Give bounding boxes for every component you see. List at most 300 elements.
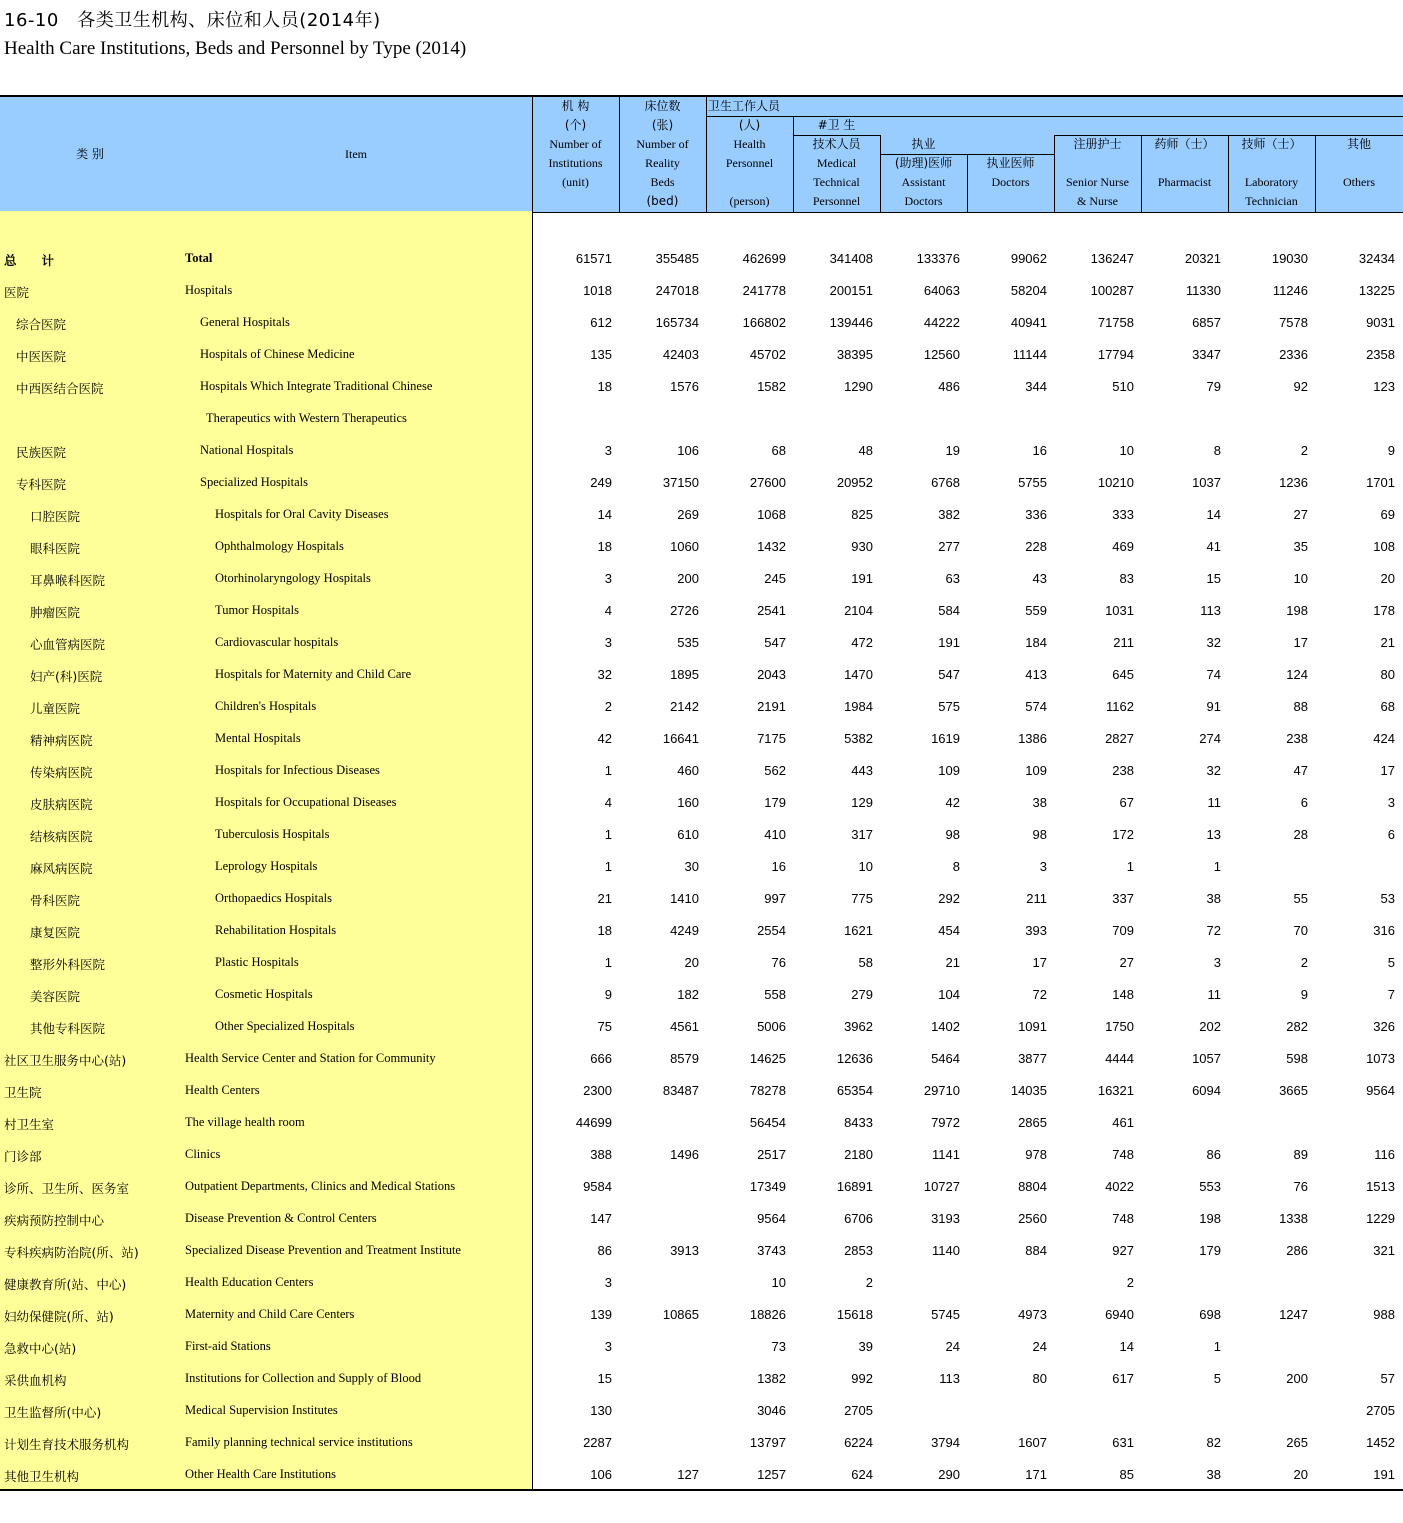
table-row <box>0 467 1403 499</box>
cell-value: 988 <box>1373 1307 1395 1322</box>
cell-value: 19 <box>945 443 960 458</box>
table-row <box>0 659 1403 691</box>
cell-value: 6224 <box>844 1435 873 1450</box>
cell-value: 1236 <box>1279 475 1308 490</box>
cell-value: 2358 <box>1366 347 1395 362</box>
cell-value: 3913 <box>670 1243 699 1258</box>
cell-value: 72 <box>1032 987 1047 1002</box>
header-pharmacist: 药师（士） Pharmacist <box>1154 137 1215 189</box>
cell-value: 992 <box>851 1371 873 1386</box>
row-label-cn: 诊所、卫生所、医务室 <box>4 1181 130 1196</box>
cell-value: 16 <box>1032 443 1047 458</box>
cell-value: 413 <box>1025 667 1047 682</box>
cell-value: 106 <box>590 1467 612 1482</box>
cell-value: 35 <box>1293 539 1308 554</box>
cell-value: 1750 <box>1105 1019 1134 1034</box>
cell-value: 238 <box>1286 731 1308 746</box>
cell-value: 547 <box>938 667 960 682</box>
cell-value: 1619 <box>931 731 960 746</box>
table-row <box>0 307 1403 339</box>
cell-value: 18 <box>597 379 612 394</box>
row-label-cn: 采供血机构 <box>4 1373 67 1388</box>
cell-value: 2541 <box>757 603 786 618</box>
row-label-en: Cosmetic Hospitals <box>215 987 313 1001</box>
cell-value: 3 <box>604 635 612 650</box>
row-label-en: Otorhinolaryngology Hospitals <box>215 571 371 585</box>
cell-value: 83487 <box>662 1083 699 1098</box>
cell-value: 166802 <box>742 315 786 330</box>
table-row <box>0 755 1403 787</box>
row-label-cn: 卫生监督所(中心) <box>4 1405 102 1420</box>
cell-value: 13225 <box>1358 283 1395 298</box>
cell-value: 7 <box>1387 987 1395 1002</box>
cell-value: 277 <box>938 539 960 554</box>
cell-value: 44699 <box>575 1115 612 1130</box>
cell-value: 9 <box>1387 443 1395 458</box>
cell-value: 63 <box>945 571 960 586</box>
cell-value: 4444 <box>1105 1051 1134 1066</box>
table-row <box>0 1331 1403 1363</box>
cell-value: 3 <box>1387 795 1395 810</box>
cell-value: 460 <box>677 763 699 778</box>
cell-value: 3877 <box>1018 1051 1047 1066</box>
cell-value: 67 <box>1119 795 1134 810</box>
cell-value: 5755 <box>1018 475 1047 490</box>
cell-value: 32434 <box>1358 251 1395 266</box>
cell-value: 182 <box>677 987 699 1002</box>
row-label-en: Hospitals for Infectious Diseases <box>215 763 380 777</box>
cell-value: 574 <box>1025 699 1047 714</box>
cell-value: 99062 <box>1010 251 1047 266</box>
cell-value: 11 <box>1207 795 1221 810</box>
cell-value: 382 <box>938 507 960 522</box>
row-label-cn: 精神病医院 <box>30 733 93 748</box>
cell-value: 32 <box>1206 635 1221 650</box>
cell-value: 553 <box>1199 1179 1221 1194</box>
cell-value: 1452 <box>1366 1435 1395 1450</box>
row-label-cn: 医院 <box>4 285 30 300</box>
row-label-en: Specialized Disease Prevention and Treatment Institute <box>185 1243 461 1257</box>
cell-value: 10 <box>858 859 873 874</box>
cell-value: 510 <box>1112 379 1134 394</box>
cell-value: 179 <box>1199 1243 1221 1258</box>
cell-value: 3962 <box>844 1019 873 1034</box>
cell-value: 11144 <box>1012 347 1047 362</box>
cell-value: 269 <box>677 507 699 522</box>
cell-value: 172 <box>1112 827 1134 842</box>
cell-value: 443 <box>851 763 873 778</box>
cell-value: 191 <box>938 635 960 650</box>
cell-value: 9 <box>1300 987 1308 1002</box>
header-doctors: 执业医师 Doctors <box>986 156 1035 189</box>
row-label-cn: 卫生院 <box>4 1085 42 1100</box>
cell-value: 15618 <box>836 1307 873 1322</box>
cell-value: 98 <box>945 827 960 842</box>
cell-value: 4561 <box>670 1019 699 1034</box>
cell-value: 341408 <box>829 251 873 266</box>
row-label-cn: 心血管病医院 <box>30 637 106 652</box>
table-row <box>0 1043 1403 1075</box>
cell-value: 2517 <box>757 1147 786 1162</box>
cell-value: 1984 <box>844 699 873 714</box>
cell-value: 344 <box>1025 379 1047 394</box>
cell-value: 14 <box>1206 507 1221 522</box>
row-label-en: Cardiovascular hospitals <box>215 635 339 649</box>
cell-value: 20 <box>1293 1467 1308 1482</box>
cell-value: 612 <box>590 315 612 330</box>
cell-value: 748 <box>1112 1211 1134 1226</box>
table-row <box>0 723 1403 755</box>
cell-value: 1582 <box>757 379 786 394</box>
cell-value: 547 <box>764 635 786 650</box>
cell-value: 462699 <box>742 251 786 266</box>
cell-value: 2560 <box>1018 1211 1047 1226</box>
cell-value: 1402 <box>931 1019 960 1034</box>
cell-value: 42403 <box>662 347 699 362</box>
table-row <box>0 1459 1403 1491</box>
table-row <box>0 787 1403 819</box>
cell-value: 2104 <box>844 603 873 618</box>
cell-value: 10210 <box>1097 475 1134 490</box>
row-label-en: Children's Hospitals <box>215 699 317 713</box>
cell-value: 160 <box>677 795 699 810</box>
cell-value: 410 <box>764 827 786 842</box>
cell-value: 927 <box>1112 1243 1134 1258</box>
cell-value: 6940 <box>1105 1307 1134 1322</box>
cell-value: 2827 <box>1105 731 1134 746</box>
row-label-en: Clinics <box>185 1147 221 1161</box>
cell-value: 80 <box>1032 1371 1047 1386</box>
table-row <box>0 1203 1403 1235</box>
cell-value: 4022 <box>1105 1179 1134 1194</box>
row-label-cn: 健康教育所(站、中心) <box>4 1277 127 1292</box>
cell-value: 424 <box>1373 731 1395 746</box>
cell-value: 171 <box>1025 1467 1047 1482</box>
cell-value: 698 <box>1199 1307 1221 1322</box>
cell-value: 559 <box>1025 603 1047 618</box>
row-label-en: Leprology Hospitals <box>215 859 318 873</box>
cell-value: 179 <box>764 795 786 810</box>
cell-value: 228 <box>1025 539 1047 554</box>
cell-value: 4249 <box>670 923 699 938</box>
cell-value: 584 <box>938 603 960 618</box>
table-row <box>0 691 1403 723</box>
header-category-cn: 类 别 <box>76 147 104 161</box>
cell-value: 274 <box>1199 731 1221 746</box>
cell-value: 558 <box>764 987 786 1002</box>
cell-value: 617 <box>1112 1371 1134 1386</box>
cell-value: 20952 <box>836 475 873 490</box>
cell-value: 748 <box>1112 1147 1134 1162</box>
row-label-en: General Hospitals <box>200 315 290 329</box>
cell-value: 3347 <box>1192 347 1221 362</box>
row-label-cn: 民族医院 <box>16 445 67 460</box>
cell-value: 316 <box>1373 923 1395 938</box>
header-personnel: (人) Health Personnel (person) <box>725 118 774 208</box>
cell-value: 1338 <box>1279 1211 1308 1226</box>
cell-value: 1073 <box>1366 1051 1395 1066</box>
cell-value: 18826 <box>749 1307 786 1322</box>
cell-value: 20 <box>684 955 699 970</box>
cell-value: 1432 <box>757 539 786 554</box>
cell-value: 200 <box>677 571 699 586</box>
row-label-en: Disease Prevention & Control Centers <box>185 1211 377 1225</box>
row-label-cn: 计划生育技术服务机构 <box>4 1437 130 1452</box>
row-label-en: Health Centers <box>185 1083 260 1097</box>
cell-value: 17 <box>1032 955 1047 970</box>
cell-value: 2191 <box>757 699 786 714</box>
cell-value: 64063 <box>923 283 960 298</box>
cell-value: 42 <box>597 731 612 746</box>
row-label-en: Hospitals Which Integrate Traditional Chinese <box>200 379 433 393</box>
cell-value: 1141 <box>932 1147 960 1162</box>
cell-value: 245 <box>764 571 786 586</box>
cell-value: 4 <box>604 603 612 618</box>
cell-value: 562 <box>764 763 786 778</box>
cell-value: 47 <box>1293 763 1308 778</box>
cell-value: 290 <box>938 1467 960 1482</box>
cell-value: 282 <box>1286 1019 1308 1034</box>
cell-value: 15 <box>597 1371 612 1386</box>
row-label-en: Maternity and Child Care Centers <box>185 1307 355 1321</box>
row-label-en: Outpatient Departments, Clinics and Medical Stations <box>185 1179 456 1193</box>
cell-value: 1247 <box>1279 1307 1308 1322</box>
cell-value: 136247 <box>1090 251 1134 266</box>
cell-value: 86 <box>597 1243 612 1258</box>
cell-value: 108 <box>1373 539 1395 554</box>
cell-value: 535 <box>677 635 699 650</box>
cell-value: 21 <box>597 891 612 906</box>
cell-value: 98 <box>1032 827 1047 842</box>
cell-value: 610 <box>677 827 699 842</box>
cell-value: 337 <box>1112 891 1134 906</box>
cell-value: 7578 <box>1279 315 1308 330</box>
cell-value: 1162 <box>1106 699 1134 714</box>
cell-value: 135 <box>590 347 612 362</box>
cell-value: 178 <box>1373 603 1395 618</box>
cell-value: 83 <box>1119 571 1134 586</box>
cell-value: 6 <box>1387 827 1395 842</box>
page-title-cn: 16-10 各类卫生机构、床位和人员(2014年) <box>4 10 381 31</box>
table-row <box>0 819 1403 851</box>
cell-value: 3 <box>604 1339 612 1354</box>
cell-value: 13797 <box>749 1435 786 1450</box>
cell-value: 2554 <box>757 923 786 938</box>
table-row <box>0 947 1403 979</box>
cell-value: 38 <box>1206 1467 1221 1482</box>
cell-value: 454 <box>938 923 960 938</box>
cell-value: 45702 <box>749 347 786 362</box>
cell-value: 4 <box>604 795 612 810</box>
cell-value: 65354 <box>836 1083 873 1098</box>
row-label-cn: 妇幼保健院(所、站) <box>4 1309 114 1324</box>
cell-value: 211 <box>1113 635 1134 650</box>
cell-value: 32 <box>597 667 612 682</box>
cell-value: 472 <box>851 635 873 650</box>
cell-value: 1513 <box>1366 1179 1395 1194</box>
cell-value: 249 <box>590 475 612 490</box>
row-label-en: Orthopaedics Hospitals <box>215 891 332 905</box>
cell-value: 1607 <box>1018 1435 1047 1450</box>
cell-value: 1091 <box>1018 1019 1047 1034</box>
cell-value: 18 <box>597 923 612 938</box>
cell-value: 17349 <box>749 1179 786 1194</box>
cell-value: 3 <box>604 571 612 586</box>
cell-value: 80 <box>1380 667 1395 682</box>
cell-value: 72 <box>1206 923 1221 938</box>
cell-value: 8433 <box>844 1115 873 1130</box>
cell-value: 6094 <box>1192 1083 1221 1098</box>
cell-value: 8 <box>1213 443 1221 458</box>
cell-value: 133376 <box>916 251 960 266</box>
cell-value: 486 <box>938 379 960 394</box>
cell-value: 38 <box>1206 891 1221 906</box>
cell-value: 68 <box>1380 699 1395 714</box>
cell-value: 58 <box>858 955 873 970</box>
row-label-en: Health Education Centers <box>185 1275 314 1289</box>
cell-value: 18 <box>597 539 612 554</box>
cell-value: 100287 <box>1090 283 1134 298</box>
row-label-en: National Hospitals <box>200 443 294 457</box>
cell-value: 88 <box>1293 699 1308 714</box>
cell-value: 86 <box>1206 1147 1221 1162</box>
cell-value: 85 <box>1119 1467 1134 1482</box>
cell-value: 10865 <box>662 1307 699 1322</box>
cell-value: 91 <box>1206 699 1221 714</box>
cell-value: 70 <box>1293 923 1308 938</box>
cell-value: 7175 <box>757 731 786 746</box>
cell-value: 202 <box>1199 1019 1221 1034</box>
cell-value: 20 <box>1380 571 1395 586</box>
cell-value: 2705 <box>1366 1403 1395 1418</box>
cell-value: 3 <box>1213 955 1221 970</box>
table-row <box>0 883 1403 915</box>
row-label-cn: 急救中心(站) <box>4 1341 77 1356</box>
cell-value: 61571 <box>575 251 612 266</box>
cell-value: 116 <box>1374 1147 1395 1162</box>
table-row <box>0 1299 1403 1331</box>
cell-value: 148 <box>1112 987 1134 1002</box>
row-label-en: Other Health Care Institutions <box>185 1467 337 1481</box>
cell-value: 109 <box>1025 763 1047 778</box>
cell-value: 1496 <box>670 1147 699 1162</box>
cell-value: 8579 <box>670 1051 699 1066</box>
cell-value: 75 <box>597 1019 612 1034</box>
row-label-en: Hospitals of Chinese Medicine <box>200 347 355 361</box>
table-row <box>0 1011 1403 1043</box>
cell-value: 355485 <box>655 251 699 266</box>
cell-value: 1290 <box>844 379 873 394</box>
row-label-en: Health Service Center and Station for Community <box>185 1051 436 1065</box>
cell-value: 2180 <box>844 1147 873 1162</box>
cell-value: 109 <box>938 763 960 778</box>
cell-value: 321 <box>1373 1243 1395 1258</box>
cell-value: 2287 <box>583 1435 612 1450</box>
row-label-en: Hospitals for Maternity and Child Care <box>215 667 412 681</box>
cell-value: 11330 <box>1185 283 1221 298</box>
cell-value: 1701 <box>1366 475 1395 490</box>
table-row <box>0 979 1403 1011</box>
row-label-cn: 妇产(科)医院 <box>30 669 103 684</box>
cell-value: 55 <box>1293 891 1308 906</box>
cell-value: 3193 <box>931 1211 960 1226</box>
cell-value: 6706 <box>844 1211 873 1226</box>
cell-value: 9584 <box>583 1179 612 1194</box>
row-label-cn: 其他卫生机构 <box>4 1469 80 1484</box>
cell-value: 184 <box>1025 635 1047 650</box>
row-label-en: Institutions for Collection and Supply of Blood <box>185 1371 422 1385</box>
cell-value: 76 <box>1293 1179 1308 1194</box>
cell-value: 38 <box>1032 795 1047 810</box>
cell-value: 624 <box>851 1467 873 1482</box>
row-label-en: The village health room <box>185 1115 305 1129</box>
cell-value: 2853 <box>844 1243 873 1258</box>
table-row <box>0 1139 1403 1171</box>
header-nurse: 注册护士 Senior Nurse & Nurse <box>1066 137 1129 208</box>
table-row <box>0 1171 1403 1203</box>
cell-value: 3 <box>604 1275 612 1290</box>
cell-value: 1 <box>1213 859 1221 874</box>
cell-value: 631 <box>1112 1435 1134 1450</box>
cell-value: 165734 <box>655 315 699 330</box>
cell-value: 5006 <box>757 1019 786 1034</box>
cell-value: 104 <box>938 987 960 1002</box>
cell-value: 1895 <box>670 667 699 682</box>
cell-value: 20321 <box>1184 251 1221 266</box>
cell-value: 1229 <box>1366 1211 1395 1226</box>
cell-value: 1382 <box>757 1371 786 1386</box>
cell-value: 14 <box>1119 1339 1134 1354</box>
row-label-cn: 康复医院 <box>30 925 81 940</box>
cell-value: 10 <box>1293 571 1308 586</box>
row-label-en: Rehabilitation Hospitals <box>215 923 337 937</box>
table-row <box>0 371 1403 403</box>
cell-value: 997 <box>764 891 786 906</box>
table-header <box>0 95 1403 213</box>
row-label-cn: 麻风病医院 <box>30 861 93 876</box>
cell-value: 598 <box>1286 1051 1308 1066</box>
row-label-cn: 肿瘤医院 <box>30 605 81 620</box>
cell-value: 76 <box>771 955 786 970</box>
cell-value: 12636 <box>836 1051 873 1066</box>
cell-value: 1257 <box>757 1467 786 1482</box>
cell-value: 645 <box>1112 667 1134 682</box>
header-personnel-group: 卫生工作人员 <box>708 99 781 113</box>
cell-value: 1057 <box>1192 1051 1221 1066</box>
cell-value: 2 <box>604 699 612 714</box>
cell-value: 191 <box>851 571 873 586</box>
header-medtech: #卫 生 技术人员 Medical Technical Personnel <box>812 118 861 208</box>
cell-value: 41 <box>1206 539 1221 554</box>
cell-value: 10 <box>771 1275 786 1290</box>
table-row <box>0 1267 1403 1299</box>
cell-value: 68 <box>771 443 786 458</box>
cell-value: 317 <box>851 827 873 842</box>
row-label-en: Tuberculosis Hospitals <box>215 827 330 841</box>
cell-value: 43 <box>1032 571 1047 586</box>
cell-value: 16 <box>771 859 786 874</box>
row-label-cn: 儿童医院 <box>30 701 81 716</box>
row-label-cn: 结核病医院 <box>30 829 93 844</box>
row-label-en: Therapeutics with Western Therapeutics <box>206 411 407 425</box>
row-label-en: Total <box>185 251 213 265</box>
cell-value: 124 <box>1286 667 1308 682</box>
cell-value: 56454 <box>749 1115 786 1130</box>
cell-value: 1 <box>604 859 612 874</box>
cell-value: 48 <box>858 443 873 458</box>
cell-value: 3794 <box>931 1435 960 1450</box>
cell-value: 40941 <box>1010 315 1047 330</box>
